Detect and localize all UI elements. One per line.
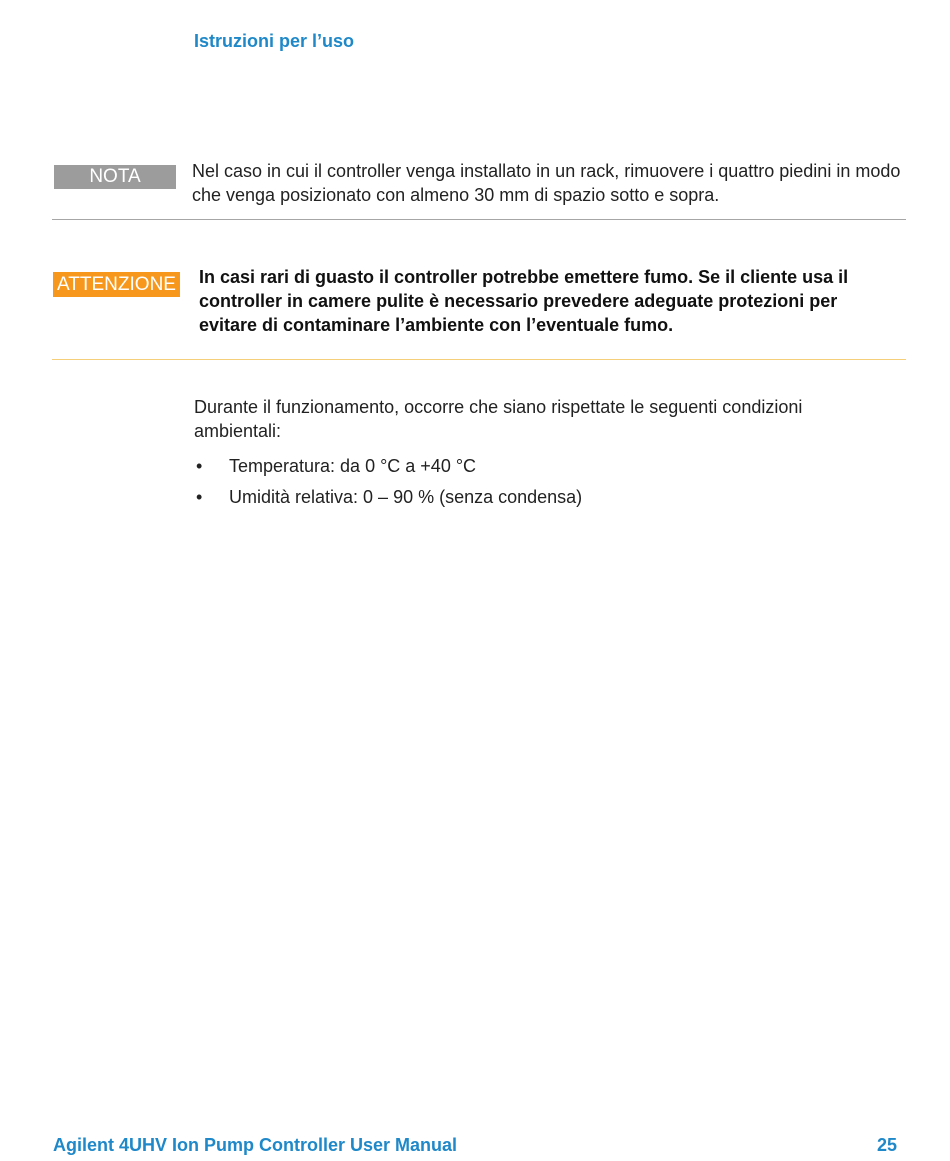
list-item bbox=[194, 485, 894, 509]
footer-manual-title: Agilent 4UHV Ion Pump Controller User Manual bbox=[53, 1135, 458, 1155]
bullet-icon: • bbox=[196, 487, 203, 507]
note-text: Nel caso in cui il controller venga installato in un rack, rimuovere i quattro piedini in modo che venga posizionato con almeno 30 mm di spazio sotto e sopra. bbox=[192, 161, 901, 205]
note-divider bbox=[52, 219, 906, 220]
note-label: NOTA bbox=[54, 165, 176, 189]
bullet-icon: • bbox=[196, 456, 203, 476]
list-item-text: Umidità relativa: 0 – 90 % (senza condensa) bbox=[229, 487, 583, 507]
body-paragraph: Durante il funzionamento, occorre che siano rispettate le seguenti condizioni ambientali: bbox=[194, 397, 803, 441]
list-item bbox=[194, 454, 894, 478]
conditions-list bbox=[194, 454, 894, 516]
caution-divider bbox=[52, 359, 906, 360]
caution-label: ATTENZIONE bbox=[53, 272, 180, 297]
caution-text: In casi rari di guasto il controller potrebbe emettere fumo. Se il cliente usa il controller in camere pulite è necessario prevedere adeguate protezioni per evitare di contaminare l’ambiente con l’eventuale fumo. bbox=[199, 267, 849, 335]
section-title: Istruzioni per l’uso bbox=[194, 31, 355, 51]
list-item-text: Temperatura: da 0 °C a +40 °C bbox=[229, 456, 477, 476]
page-number: 25 bbox=[876, 1135, 897, 1155]
